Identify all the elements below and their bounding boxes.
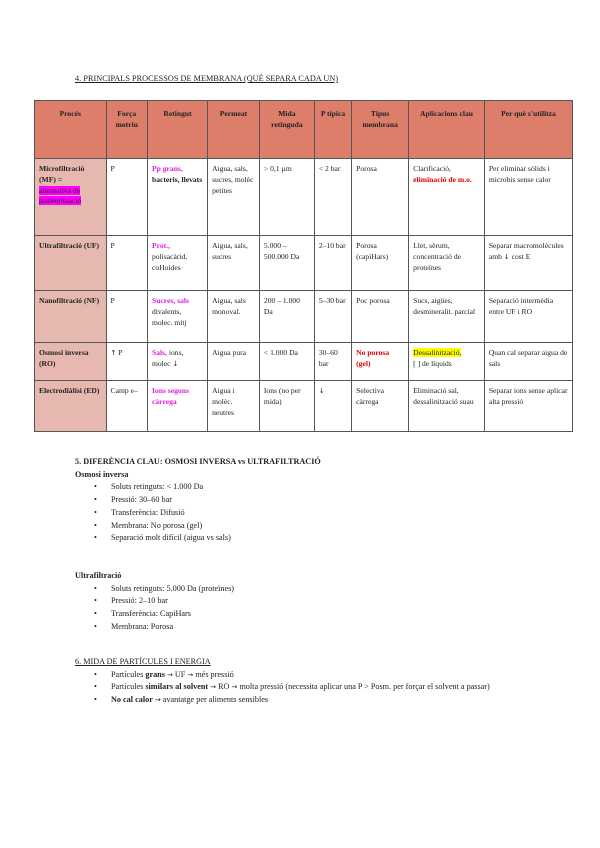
permeat-cell: Aigua, sals, sucres, molèc petites — [208, 159, 260, 236]
header-per-que: Per què s'utilitza — [484, 101, 572, 159]
p-cell: < 2 bar — [314, 159, 351, 236]
per-que-post: cost E — [511, 251, 531, 261]
permeat-cell: Aigua, sals monoval. — [208, 291, 260, 343]
forca-cell — [106, 343, 147, 381]
retingut-rest: bacteris, llevats — [151, 174, 203, 184]
table-row — [35, 159, 573, 236]
retingut-cell — [147, 159, 207, 236]
header-mida: Mida retinguda — [259, 101, 314, 159]
per-que-cell: Separar ions sense aplicar alta pressió — [484, 381, 572, 432]
ro-list — [75, 481, 321, 545]
arrow-right-icon: → — [187, 670, 194, 679]
list-item: • Membrana: No porosa (gel) — [111, 520, 321, 533]
section-6-title: 6. MIDA DE PARTÍCULES I ENERGIA — [75, 657, 211, 666]
retingut-rest-b: molec — [151, 358, 171, 368]
per-que-cell: Quan cal separar aigua de sals — [484, 343, 572, 381]
retingut-cell — [147, 236, 207, 291]
list-item: • Transferència: Difusió — [111, 507, 321, 520]
item-text: més pressió — [195, 669, 234, 679]
aplic-highlight: Dessalinització, — [413, 348, 462, 357]
header-aplicacions: Aplicacions clau — [409, 101, 485, 159]
membrane-processes-table — [34, 100, 573, 432]
section-4-title: 4. PRINCIPALS PROCESSOS DE MEMBRANA (QUÈ SEPARA CADA UN) — [75, 74, 339, 83]
list-item — [111, 669, 545, 682]
item-text: RO — [218, 682, 230, 692]
per-que-pre: Separar macromolècules amb — [488, 241, 564, 261]
aplic-rest: [ ] de líquids — [413, 358, 452, 368]
proces-cell: Ultrafiltració (UF) — [35, 236, 107, 291]
list-item: • Separació molt difícil (aigua vs sals) — [111, 532, 321, 545]
item-bold: grans — [145, 669, 165, 679]
arrow-right-icon: → — [154, 696, 161, 705]
tipus-cell: Porosa — [352, 159, 409, 236]
forca-text: P — [118, 348, 123, 357]
table-row — [35, 236, 573, 291]
mida-cell: Ions (no per mida) — [259, 381, 314, 432]
section-5-title: 5. DIFERÈNCIA CLAU: OSMOSI INVERSA vs ULTRAFILTRACIÓ — [75, 457, 321, 466]
list-item: • Transferència: CapiHars — [111, 608, 234, 621]
proces-highlight: alternativa de pasteurització — [39, 185, 82, 206]
proces-cell: Nanofiltració (NF) — [35, 291, 107, 343]
tipus-cell: Poc porosa — [352, 291, 409, 343]
list-item: • Soluts retinguts: 5.000 Da (proteïnes) — [111, 583, 234, 596]
header-retingut: Retingut — [147, 101, 207, 159]
aplicacions-cell: Llet, sèrum, concentració de proteïnes — [409, 236, 485, 291]
retingut-colored: Pp grans, — [151, 164, 183, 173]
proces-cell — [35, 159, 107, 236]
header-forca: Força motriu — [106, 101, 147, 159]
forca-cell: Camp e– — [106, 381, 147, 432]
table-row — [35, 381, 573, 432]
item-text: UF — [174, 669, 186, 679]
uf-heading: Ultrafiltració — [75, 571, 122, 580]
mida-cell: > 0,1 µm — [259, 159, 314, 236]
forca-cell: P — [106, 291, 147, 343]
permeat-cell: Aigua pura — [208, 343, 260, 381]
retingut-cell — [147, 343, 207, 381]
permeat-cell: Aigua, sals, sucres — [208, 236, 260, 291]
proces-name: Microfiltració (MF) = — [39, 164, 85, 184]
arrow-right-icon: → — [166, 670, 173, 679]
arrow-down-icon: ↓ — [172, 359, 179, 368]
tipus-cell: Porosa (capiHars) — [352, 236, 409, 291]
retingut-colored: Sals, — [151, 348, 167, 357]
retingut-colored: Prot., — [151, 241, 170, 250]
header-proces: Procés — [35, 101, 107, 159]
p-cell — [314, 381, 351, 432]
aplicacions-cell: Eliminació sal, dessalinització suau — [409, 381, 485, 432]
section-6 — [75, 656, 545, 707]
energy-list — [75, 669, 545, 707]
retingut-cell — [147, 381, 207, 432]
proces-cell: Osmosi inversa (RO) — [35, 343, 107, 381]
arrow-right-icon: → — [210, 683, 217, 692]
table-row — [35, 291, 573, 343]
permeat-cell: Aigua i molèc. neutres — [208, 381, 260, 432]
tipus-cell: Selectiva càrrega — [352, 381, 409, 432]
aplic-plain: Clarificació, — [413, 164, 451, 173]
list-item — [111, 681, 545, 694]
proces-cell: Electrodiàlisi (ED) — [35, 381, 107, 432]
aplicacions-cell: Sucs, aigües, desmineralit. parcial — [409, 291, 485, 343]
ro-heading: Osmosi inversa — [75, 469, 129, 479]
p-cell: 30–60 bar — [314, 343, 351, 381]
item-text: Partícules — [111, 682, 144, 692]
table-row — [35, 343, 573, 381]
p-cell: 2–10 bar — [314, 236, 351, 291]
uf-list — [75, 583, 234, 634]
section-5-uf — [75, 570, 234, 634]
list-item: • Pressió: 2–10 bar — [111, 595, 234, 608]
tipus-colored: No porosa (gel) — [356, 348, 390, 368]
header-p-tipica: P típica — [314, 101, 351, 159]
item-bold: No cal calor — [111, 695, 153, 705]
section-5 — [75, 456, 321, 545]
item-text: molta pressió (necessita aplicar una P > Posm. per forçar el solvent a passar) — [239, 682, 490, 692]
retingut-colored: Sucres, sals — [151, 296, 189, 305]
table-header-row — [35, 101, 573, 159]
per-que-cell: Separació intermèdia entre UF i RO — [484, 291, 572, 343]
header-permeat: Permeat — [208, 101, 260, 159]
mida-cell: 5.000 – 500.000 Da — [259, 236, 314, 291]
per-que-cell — [484, 236, 572, 291]
mida-cell: 200 – 1.000 Da — [259, 291, 314, 343]
aplic-colored: eliminació de m.o. — [413, 174, 472, 184]
mida-cell: < 1.000 Da — [259, 343, 314, 381]
item-text: avantatge per aliments sensibles — [162, 695, 269, 705]
retingut-cell — [147, 291, 207, 343]
arrow-down-icon: ↓ — [318, 387, 325, 395]
per-que-cell: Per eliminar sòlids i microbis sense calor — [484, 159, 572, 236]
header-tipus-membrana: Tipus membrana — [352, 101, 409, 159]
retingut-rest: divalents, molec. mitj — [151, 306, 187, 327]
retingut-rest-a: ions, — [168, 348, 184, 357]
arrow-up-icon: ↑ — [110, 349, 117, 357]
forca-cell: P — [106, 159, 147, 236]
list-item: • Pressió: 30–60 bar — [111, 494, 321, 507]
item-bold: similars al solvent — [145, 682, 209, 692]
aplicacions-cell — [409, 159, 485, 236]
forca-cell: P — [106, 236, 147, 291]
aplicacions-cell — [409, 343, 485, 381]
item-text: Partícules — [111, 669, 144, 679]
retingut-rest: polisacàrid, coHoides — [151, 251, 188, 272]
list-item — [111, 694, 545, 707]
arrow-down-icon: ↓ — [503, 252, 510, 261]
retingut-colored: Ions segons càrrega — [151, 386, 189, 406]
p-cell: 5–30 bar — [314, 291, 351, 343]
tipus-cell — [352, 343, 409, 381]
list-item: • Soluts retinguts: < 1.000 Da — [111, 481, 321, 494]
list-item: • Membrana: Porosa — [111, 621, 234, 634]
arrow-right-icon: → — [231, 683, 238, 692]
